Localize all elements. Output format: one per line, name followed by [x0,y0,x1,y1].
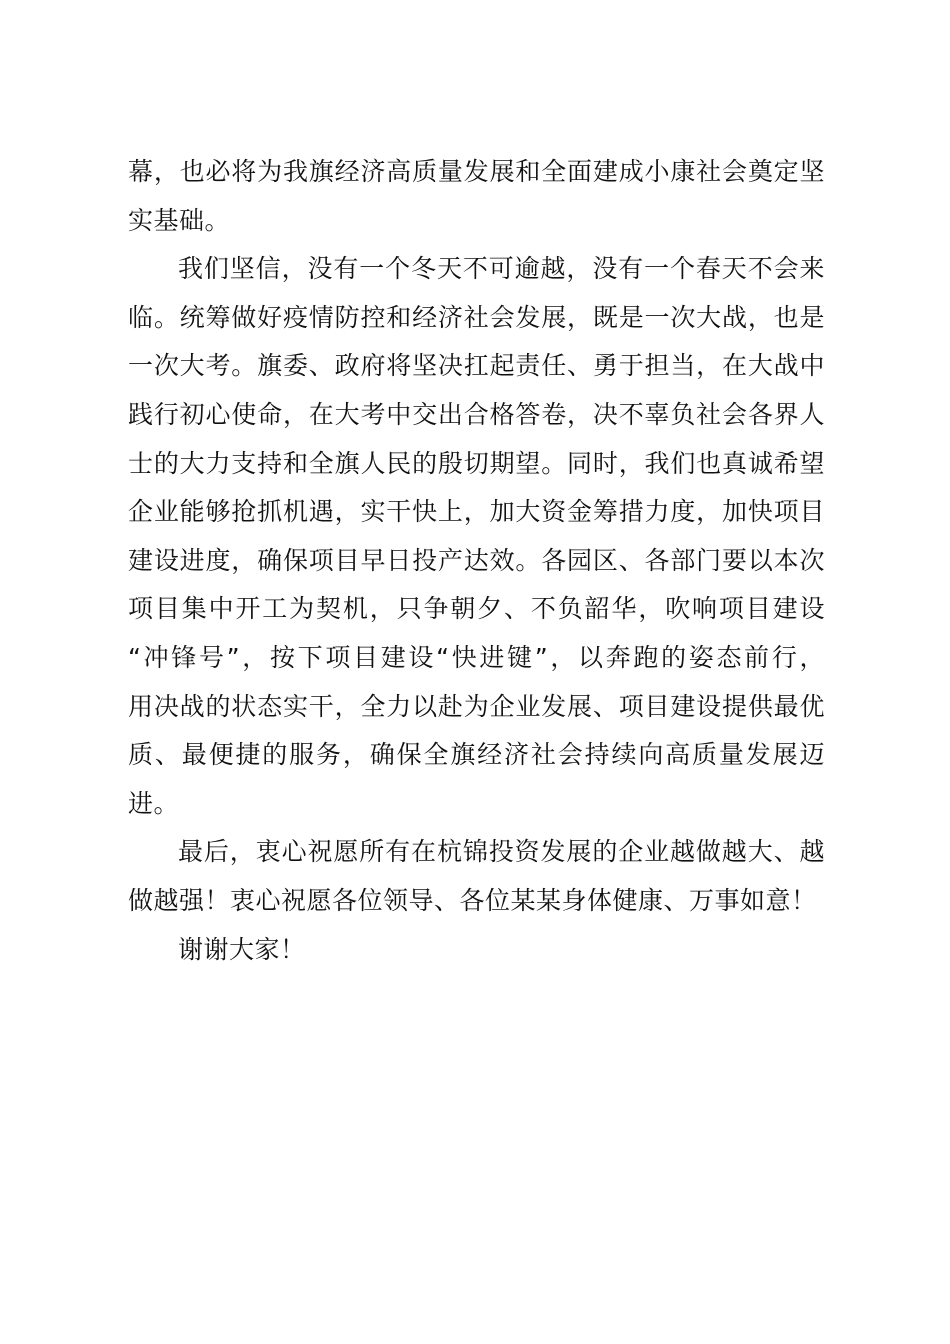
paragraph-2-line-1: 我们坚信，没有一个冬天不可逾越，没有一个春天不会来 [178,254,825,284]
paragraph-2-line-5: 士的大力支持和全旗人民的殷切期望。同时，我们也真诚希望 [128,448,825,478]
paragraph-1-line-1: 幕，也必将为我旗经济高质量发展和全面建成小康社会奠定坚 [128,157,825,186]
paragraph-1-line-2: 实基础。 [128,205,231,235]
paragraph-2-line-2: 临。统筹做好疫情防控和经济社会发展，既是一次大战，也是 [128,302,825,332]
paragraph-3-line-1: 最后，衷心祝愿所有在杭锦投资发展的企业越做越大、越 [178,837,825,867]
paragraph-2-line-4: 践行初心使命，在大考中交出合格答卷，决不辜负社会各界人 [128,399,825,429]
paragraph-2-line-6: 企业能够抢抓机遇，实干快上，加大资金筹措力度，加快项目 [128,497,825,527]
document-body [128,148,825,974]
paragraph-2-line-7: 建设进度，确保项目早日投产达效。各园区、各部门要以本次 [128,545,825,575]
paragraph-3-line-2: 做越强！衷心祝愿各位领导、各位某某身体健康、万事如意！ [128,885,817,915]
paragraph-2-line-8: 项目集中开工为契机，只争朝夕、不负韶华，吹响项目建设 [128,594,825,624]
paragraph-2-line-9: “冲锋号”，按下项目建设“快进键”，以奔跑的姿态前行， [128,642,825,672]
paragraph-2-line-11: 质、最便捷的服务，确保全旗经济社会持续向高质量发展迈 [128,740,825,770]
paragraph-2-line-3: 一次大考。旗委、政府将坚决扛起责任、勇于担当，在大战中 [128,351,825,381]
paragraph-2-line-10: 用决战的状态实干，全力以赴为企业发展、项目建设提供最优 [128,691,825,721]
paragraph-2-line-12: 进。 [128,788,180,818]
paragraph-4-line-1: 谢谢大家！ [178,934,306,964]
